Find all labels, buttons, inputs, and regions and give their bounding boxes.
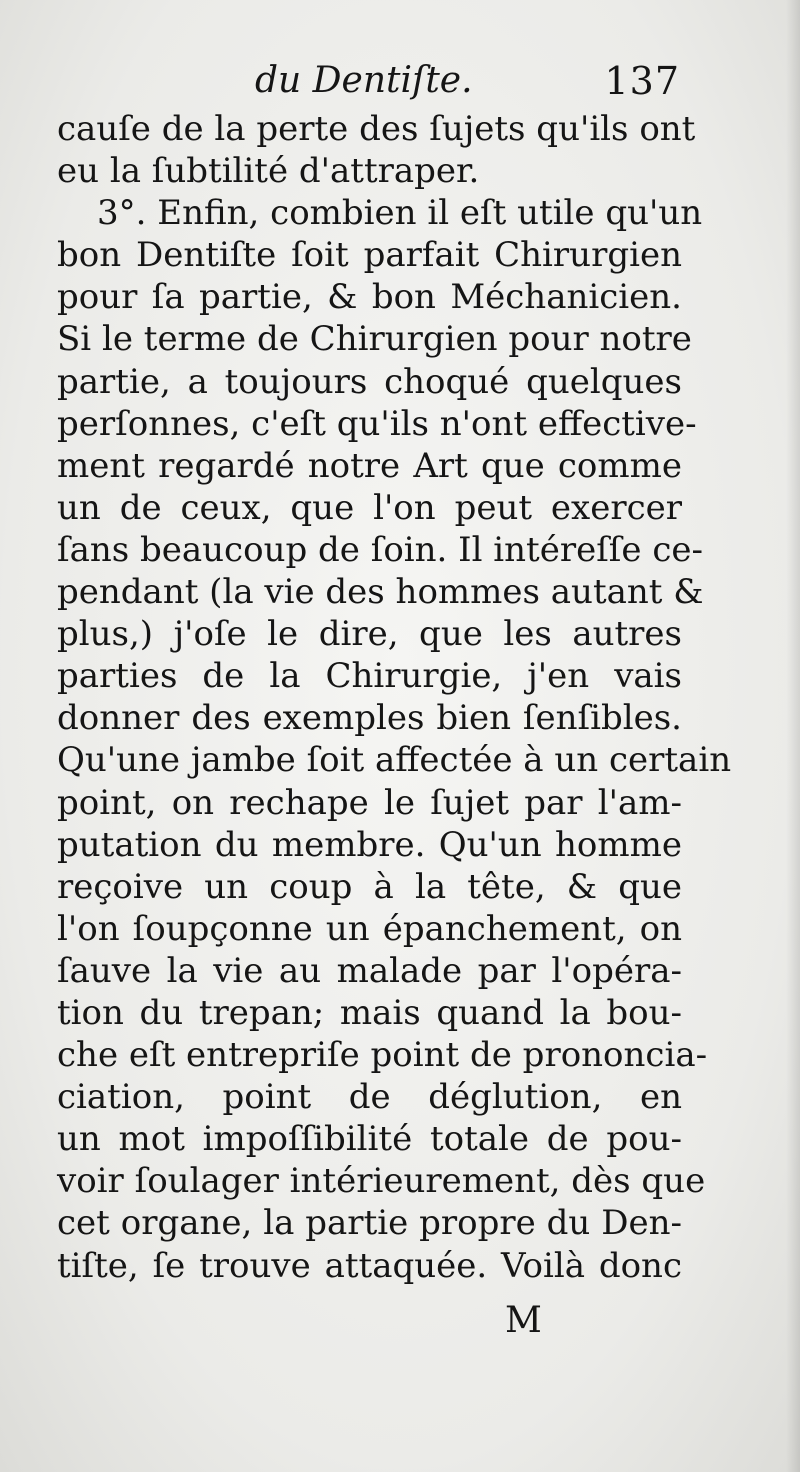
page-number: 137	[604, 59, 680, 103]
text-line: parties de la Chirurgie, j'en vais	[57, 656, 682, 697]
text-line: pendant (la vie des hommes autant &	[57, 572, 704, 613]
text-line: eu la ſubtilité d'attraper.	[57, 151, 480, 192]
text-line: ciation, point de déglution, en	[57, 1077, 682, 1118]
text-line: plus,) j'oſe le dire, que les autres	[57, 614, 682, 655]
text-line: bon Dentiſte ſoit parfait Chirurgien	[57, 235, 682, 276]
text-line: tiſte, ſe trouve attaquée. Voilà donc	[57, 1245, 682, 1286]
text-line: pour ſa partie, & bon Méchanicien.	[57, 277, 682, 318]
text-line: tion du trepan; mais quand la bou-	[57, 992, 682, 1033]
text-line: putation du membre. Qu'un homme	[57, 824, 682, 865]
text-line: che eſt entrepriſe point de prononcia-	[57, 1035, 708, 1076]
page-edge-shadow	[786, 0, 800, 1472]
text-line: point, on rechape le ſujet par l'am-	[57, 782, 682, 823]
text-line: un de ceux, que l'on peut exercer	[57, 487, 682, 528]
text-line: 3°. Enfin, combien il eſt utile qu'un	[97, 193, 703, 234]
text-line: reçoive un coup à la tête, & que	[57, 866, 682, 907]
text-line: voir ſoulager intérieurement, dès que	[57, 1161, 706, 1202]
text-line: l'on ſoupçonne un épanchement, on	[57, 908, 682, 949]
text-line: donner des exemples bien ſenſibles.	[57, 698, 682, 739]
text-line: un mot impoſſibilité totale de pou-	[57, 1119, 682, 1160]
running-title: du Dentiſte.	[255, 60, 473, 101]
text-line: Qu'une jambe ſoit affectée à un certain	[57, 740, 732, 781]
text-line: cet organe, la partie propre du Den-	[57, 1203, 682, 1244]
text-line: partie, a toujours choqué quelques	[57, 361, 682, 402]
text-line: cauſe de la perte des ſujets qu'ils ont	[57, 109, 696, 149]
catchword: M	[505, 1300, 542, 1341]
body-text	[57, 108, 732, 1287]
text-line: Si le terme de Chirurgien pour notre	[57, 319, 692, 360]
text-line: ment regardé notre Art que comme	[57, 445, 682, 486]
text-line: perſonnes, c'eſt qu'ils n'ont effective-	[57, 403, 697, 444]
running-head	[60, 56, 680, 106]
text-line: ſans beaucoup de ſoin. Il intéreſſe ce-	[57, 529, 703, 570]
text-line: ſauve la vie au malade par l'opéra-	[57, 950, 682, 991]
